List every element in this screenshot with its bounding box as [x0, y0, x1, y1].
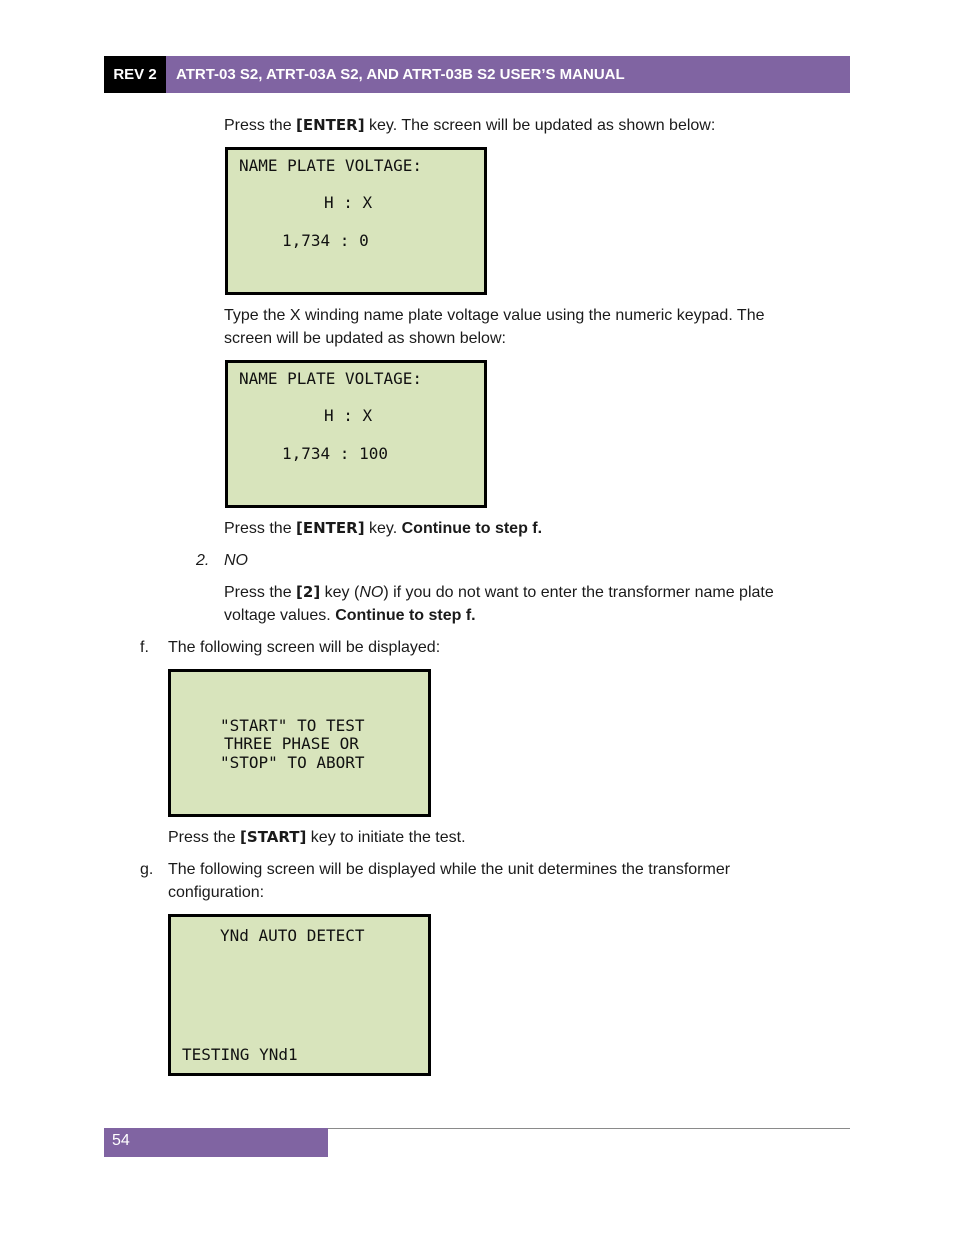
lcd-line: TESTING YNd1 — [182, 1045, 298, 1064]
revision-label: REV 2 — [104, 56, 166, 93]
key-enter: [ENTER] — [296, 116, 365, 134]
lcd-screen-voltage-empty — [225, 147, 487, 295]
page-number: 54 — [104, 1128, 328, 1157]
lcd-line: H : X — [324, 193, 373, 212]
lcd-line: YNd AUTO DETECT — [220, 926, 365, 945]
lcd-screen-auto-detect — [168, 914, 431, 1076]
key-start: [START] — [240, 828, 307, 846]
lcd-line: "STOP" TO ABORT — [220, 753, 365, 772]
lcd-line: "START" TO TEST — [220, 716, 365, 735]
lcd-line: NAME PLATE VOLTAGE: — [239, 369, 423, 388]
paragraph-start: Press the [START] key to initiate the test. — [168, 828, 466, 846]
step-f-text: The following screen will be displayed: — [168, 639, 441, 656]
step-g-letter: g. — [140, 861, 154, 878]
lcd-line: 1,734 : 0 — [282, 231, 369, 250]
key-2: [2] — [296, 583, 321, 601]
lcd-line: 1,734 : 100 — [282, 444, 388, 463]
paragraph-enter-2: Press the [ENTER] key. Continue to step f. — [224, 519, 543, 537]
lcd-line: THREE PHASE OR — [224, 734, 359, 753]
key-enter: [ENTER] — [296, 519, 365, 537]
lcd-screen-start-prompt — [168, 669, 431, 817]
manual-title: ATRT-03 S2, ATRT-03A S2, AND ATRT-03B S2 USER’S MANUAL — [166, 56, 850, 93]
paragraph-enter-1: Press the [ENTER] key. The screen will be updated as shown below: — [224, 116, 716, 134]
lcd-line: NAME PLATE VOLTAGE: — [239, 156, 423, 175]
step-f-letter: f. — [140, 639, 149, 656]
list-item-2-number: 2. — [196, 552, 210, 569]
list-item-2-label: NO — [224, 552, 248, 569]
page-header — [104, 56, 850, 93]
lcd-line: H : X — [324, 406, 373, 425]
paragraph-no-option: Press the [2] key (NO) if you do not want to enter the transformer name plate voltage values. Continue to step f. — [224, 583, 774, 624]
step-g-text: The following screen will be displayed while the unit determines the transformer configuration: — [168, 861, 731, 901]
lcd-screen-voltage-entered — [225, 360, 487, 508]
paragraph-type-voltage: Type the X winding name plate voltage value using the numeric keypad. The screen will be updated as shown below: — [224, 307, 765, 347]
